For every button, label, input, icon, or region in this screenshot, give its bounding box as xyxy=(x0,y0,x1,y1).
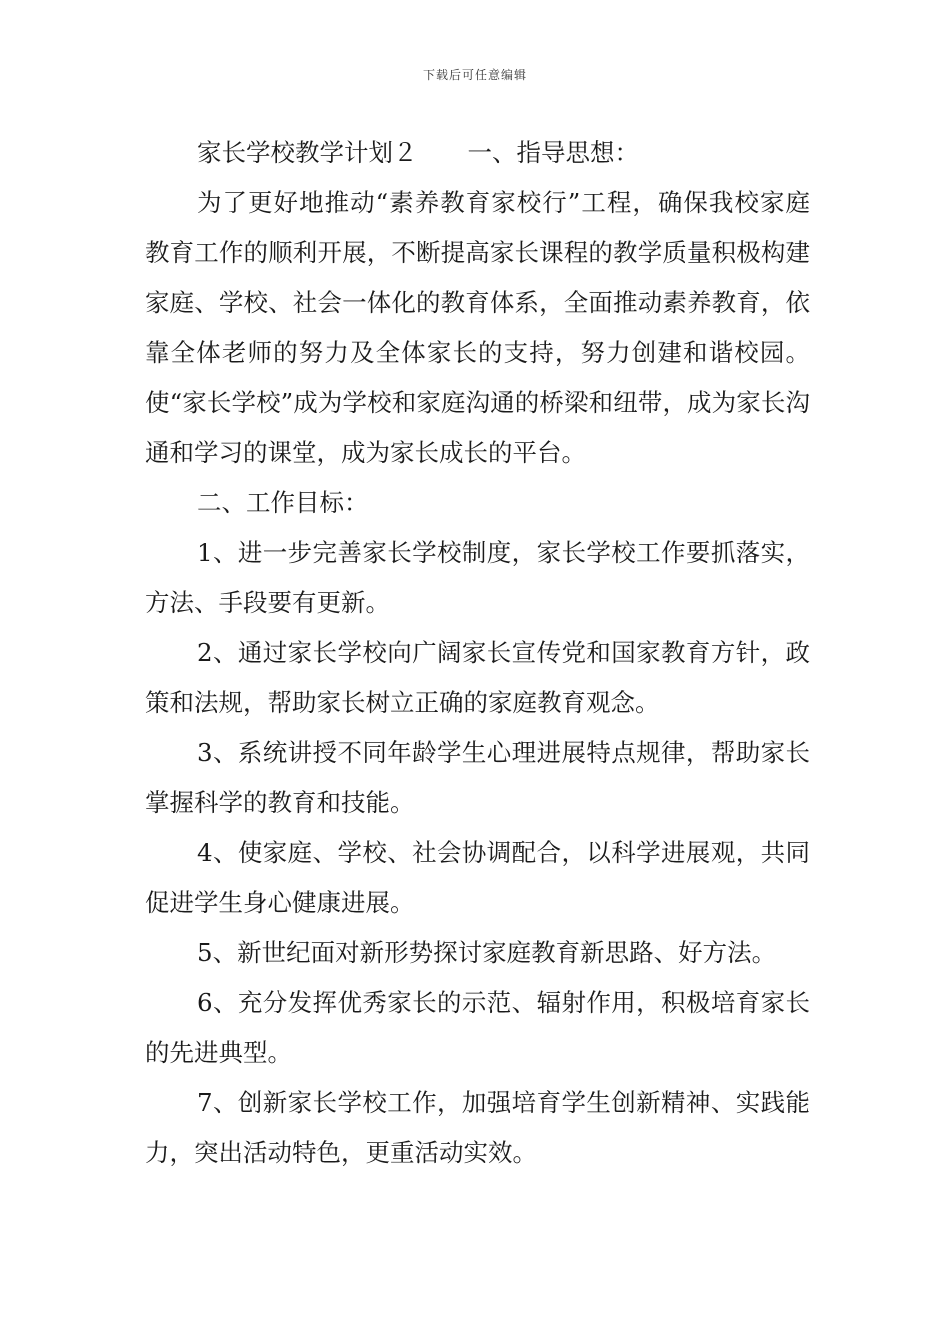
goal-item-4: 4、使家庭、学校、社会协调配合，以科学进展观，共同促进学生身心健康进展。 xyxy=(145,838,810,917)
title-line xyxy=(145,128,810,178)
section2-heading: 二、工作目标： xyxy=(197,488,369,517)
document-body xyxy=(145,128,810,1178)
goal-item-1: 1、进一步完善家长学校制度，家长学校工作要抓落实，方法、手段要有更新。 xyxy=(145,538,810,617)
goal-item-7: 7、创新家长学校工作，加强培育学生创新精神、实践能力，突出活动特色，更重活动实效。 xyxy=(145,1088,810,1167)
goal-item-6: 6、充分发挥优秀家长的示范、辐射作用，积极培育家长的先进典型。 xyxy=(145,988,810,1067)
section1-paragraph: 为了更好地推动“素养教育家校行”工程，确保我校家庭教育工作的顺利开展，不断提高家长课程的教学质量积极构建家庭、学校、社会一体化的教育体系，全面推动素养教育，依靠全体老师的努力及全体家长的支持，努力创建和谐校园。使“家长学校”成为学校和家庭沟通的桥梁和纽带，成为家长沟通和学习的课堂，成为家长成长的平台。 xyxy=(145,188,810,467)
goal-item-5: 5、新世纪面对新形势探讨家庭教育新思路、好方法。 xyxy=(197,938,777,967)
section1-heading: 一、指导思想： xyxy=(467,138,639,167)
goal-item-2: 2、通过家长学校向广阔家长宣传党和国家教育方针，政策和法规，帮助家长树立正确的家庭教育观念。 xyxy=(145,638,810,717)
goal-item-3: 3、系统讲授不同年龄学生心理进展特点规律，帮助家长掌握科学的教育和技能。 xyxy=(145,738,810,817)
document-title: 家长学校教学计划２ xyxy=(197,138,418,167)
header-note: 下载后可任意编辑 xyxy=(422,68,527,82)
